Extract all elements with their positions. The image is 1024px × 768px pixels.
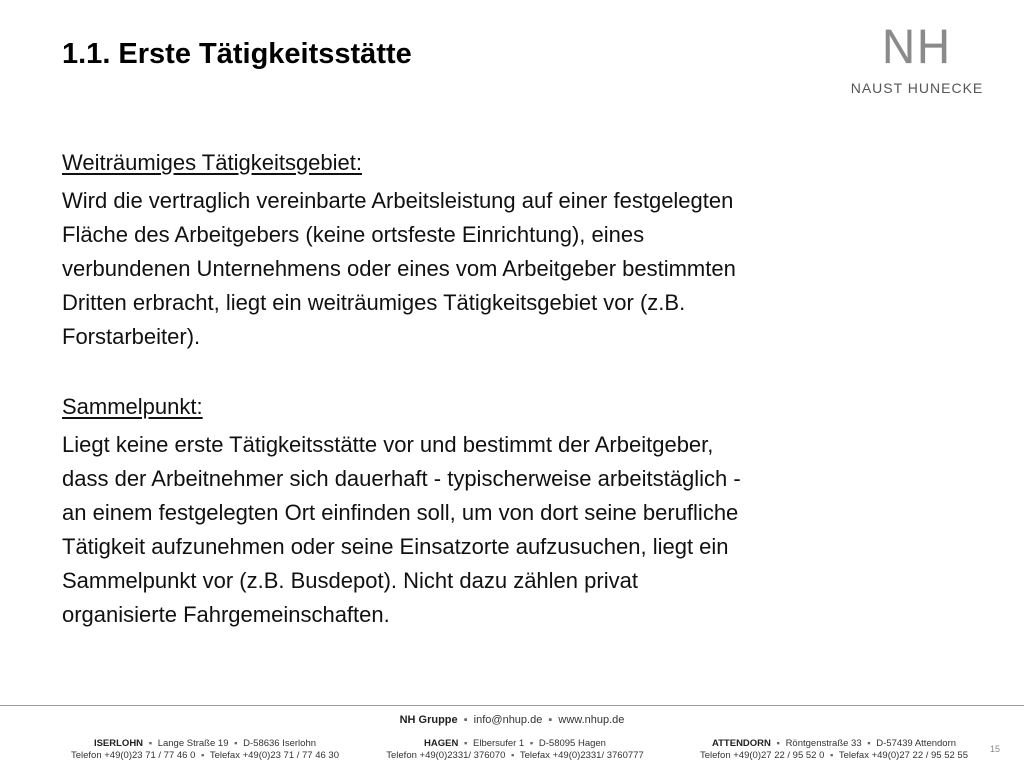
paragraph-line: organisierte Fahrgemeinschaften. xyxy=(62,602,390,627)
office-city: ATTENDORN xyxy=(711,738,771,749)
footer-separator: ▪ xyxy=(511,750,515,761)
office-attendorn xyxy=(684,738,984,762)
office-hagen xyxy=(365,738,665,762)
section-paragraph-taetigkeitsgebiet xyxy=(62,184,962,354)
office-fax: Telefax +49(0)23 71 / 77 46 30 xyxy=(209,750,339,761)
footer-separator: ▪ xyxy=(148,738,153,749)
paragraph-line: dass der Arbeitnehmer sich dauerhaft - typischerweise arbeitstäglich - xyxy=(62,466,741,491)
paragraph-line: Dritten erbracht, liegt ein weiträumiges Tätigkeitsgebiet vor (z.B. xyxy=(62,290,686,315)
section-heading-taetigkeitsgebiet: Weiträumiges Tätigkeitsgebiet: xyxy=(62,150,362,175)
footer-separator: ▪ xyxy=(867,738,871,749)
page-number: 15 xyxy=(990,744,1001,754)
paragraph-line: Fläche des Arbeitgebers (keine ortsfeste Einrichtung), eines xyxy=(62,222,645,247)
section-heading-sammelpunkt: Sammelpunkt: xyxy=(62,394,203,419)
paragraph-line: Sammelpunkt vor (z.B. Busdepot). Nicht dazu zählen privat xyxy=(62,568,638,593)
paragraph-line: an einem festgelegten Ort einfinden soll, um von dort seine berufliche xyxy=(62,500,739,525)
office-zip: D-57439 Attendorn xyxy=(876,738,957,749)
footer-separator: ▪ xyxy=(776,738,780,749)
footer-group-name: NH Gruppe xyxy=(399,714,458,726)
office-fax: Telefax +49(0)2331/ 3760777 xyxy=(519,750,644,761)
footer-separator: ▪ xyxy=(463,738,468,749)
logo-mark: NH xyxy=(882,21,952,74)
footer-separator: ▪ xyxy=(234,738,238,749)
paragraph-line: verbundenen Unternehmens oder eines vom Arbeitgeber bestimmten xyxy=(62,256,736,281)
office-phone: Telefon +49(0)27 22 / 95 52 0 xyxy=(699,750,825,761)
office-city: HAGEN xyxy=(424,738,459,749)
logo-name: NAUST HUNECKE xyxy=(850,80,984,96)
paragraph-line: Tätigkeit aufzunehmen oder seine Einsatzorte aufzusuchen, liegt ein xyxy=(62,534,729,559)
office-phone: Telefon +49(0)2331/ 376070 xyxy=(386,750,506,761)
section-paragraph-sammelpunkt xyxy=(62,428,962,632)
office-address: Elbersufer 1 xyxy=(473,738,525,749)
company-logo xyxy=(836,21,998,96)
office-iserlohn xyxy=(55,738,355,762)
office-phone: Telefon +49(0)23 71 / 77 46 0 xyxy=(70,750,196,761)
paragraph-line: Forstarbeiter). xyxy=(62,324,201,349)
footer-contact xyxy=(0,714,1024,726)
footer-web-link[interactable]: www.nhup.de xyxy=(558,714,625,726)
slide-title: 1.1. Erste Tätigkeitsstätte xyxy=(62,38,412,70)
footer-separator: ▪ xyxy=(548,714,553,726)
footer-separator: ▪ xyxy=(463,714,468,726)
paragraph-line: Liegt keine erste Tätigkeitsstätte vor und bestimmt der Arbeitgeber, xyxy=(62,432,714,457)
footer-separator: ▪ xyxy=(529,738,534,749)
office-address: Lange Straße 19 xyxy=(157,738,229,749)
footer-email-link[interactable]: info@nhup.de xyxy=(473,714,543,726)
office-zip: D-58636 Iserlohn xyxy=(243,738,317,749)
office-address: Röntgenstraße 33 xyxy=(785,738,862,749)
footer-divider xyxy=(0,705,1024,706)
footer-separator: ▪ xyxy=(830,750,834,761)
office-city: ISERLOHN xyxy=(93,738,144,749)
office-fax: Telefax +49(0)27 22 / 95 52 55 xyxy=(838,750,968,761)
paragraph-line: Wird die vertraglich vereinbarte Arbeitsleistung auf einer festgelegten xyxy=(62,188,734,213)
slide-content xyxy=(62,146,962,632)
footer-separator: ▪ xyxy=(201,750,205,761)
office-zip: D-58095 Hagen xyxy=(538,738,606,749)
